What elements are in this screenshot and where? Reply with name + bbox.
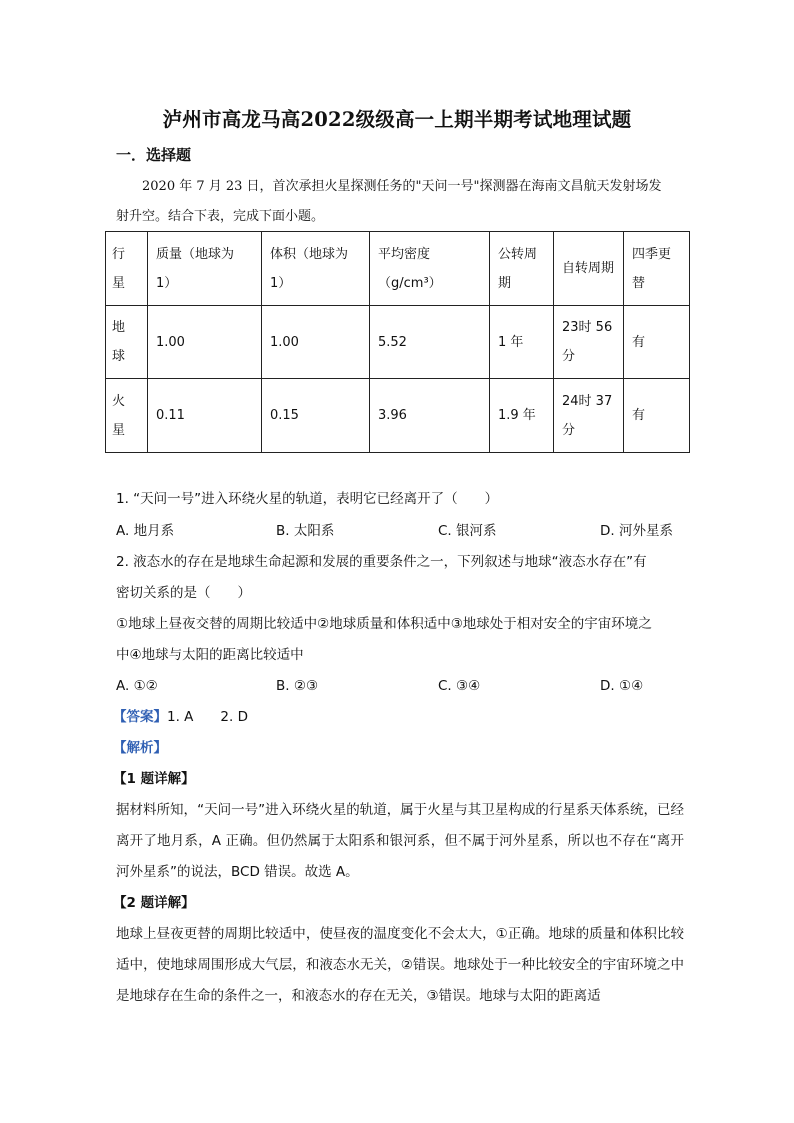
density-cell: 5.52 (370, 306, 490, 379)
header-cell: 平均密度（g/cm³） (370, 232, 490, 306)
detail-2-label: 【2 题详解】 (113, 895, 195, 911)
q2-option-c: C. ③④ (438, 678, 481, 694)
answer-line (113, 702, 693, 733)
analysis-label: 【解析】 (113, 740, 167, 756)
q1-option-b: B. 太阳系 (276, 523, 335, 539)
seasons-cell: 有 (624, 306, 690, 379)
density-cell: 3.96 (370, 379, 490, 453)
mass-cell: 1.00 (148, 306, 262, 379)
question-2-line-4: 中④地球与太阳的距离比较适中 (116, 647, 304, 663)
revolution-cell: 1.9 年 (490, 379, 554, 453)
question-2-line-3: ①地球上昼夜交替的周期比较适中②地球质量和体积适中③地球处于相对安全的宇宙环境之 (116, 616, 652, 632)
q1-option-d: D. 河外星系 (600, 523, 673, 539)
table-row-mars (106, 379, 690, 453)
q2-option-d: D. ①④ (600, 678, 644, 694)
rotation-cell: 23时 56 分 (554, 306, 624, 379)
header-cell: 质量（地球为 1） (148, 232, 262, 306)
detail-1-label: 【1 题详解】 (113, 771, 195, 787)
planet-name-cell: 地 球 (106, 306, 148, 379)
seasons-cell: 有 (624, 379, 690, 453)
q1-option-c: C. 银河系 (438, 523, 497, 539)
header-cell: 体积（地球为 1） (262, 232, 370, 306)
table-row-earth (106, 306, 690, 379)
planet-table (105, 231, 690, 453)
planet-name-cell: 火 星 (106, 379, 148, 453)
header-cell: 公转周 期 (490, 232, 554, 306)
detail-2-text: 地球上昼夜更替的周期比较适中，使昼夜的温度变化不会太大，①正确。地球的质量和体积比较适中，使地球周围形成大气层，和液态水无关，②错误。地球处于一种比较安全的宇宙环境之中是地球存在生命的条件之一，和液态水的存在无关，③错误。地球与太阳的距离适 (116, 926, 684, 1004)
detail-1-text: 据材料所知，“天问一号”进入环绕火星的轨道，属于火星与其卫星构成的行星系天体系统，已经离开了地月系，A 正确。但仍然属于太阳系和银河系，但不属于河外星系，所以也不存在“离开河外星系”的说法，BCD 错误。故选 A。 (116, 802, 684, 880)
header-cell: 行 星 (106, 232, 148, 306)
intro-line-2: 射升空。结合下表，完成下面小题。 (116, 209, 325, 224)
q2-option-a: A. ①② (116, 678, 158, 694)
mass-cell: 0.11 (148, 379, 262, 453)
header-cell: 四季更 替 (624, 232, 690, 306)
volume-cell: 1.00 (262, 306, 370, 379)
volume-cell: 0.15 (262, 379, 370, 453)
question-2-line-1: 2. 液态水的存在是地球生命起源和发展的重要条件之一，下列叙述与地球“液态水存在”有 (116, 554, 647, 570)
exam-title: 泸州市高龙马高2022级级高一上期半期考试地理试题 (162, 108, 632, 131)
table-header-row (106, 232, 690, 306)
rotation-cell: 24时 37 分 (554, 379, 624, 453)
question-1: 1. “天问一号”进入环绕火星的轨道，表明它已经离开了（ ） (116, 491, 499, 507)
answer-label: 【答案】 (113, 709, 167, 725)
intro-line-1: 2020 年 7 月 23 日，首次承担火星探测任务的"天问一号"探测器在海南文昌航天发射场发 (142, 179, 662, 194)
question-2-line-2: 密切关系的是（ ） (116, 585, 251, 601)
revolution-cell: 1 年 (490, 306, 554, 379)
q1-option-a: A. 地月系 (116, 523, 175, 539)
q2-option-b: B. ②③ (276, 678, 319, 694)
header-cell: 自转周期 (554, 232, 624, 306)
answer-text: 1. A 2. D (167, 709, 248, 725)
section-heading: 一．选择题 (116, 146, 192, 164)
